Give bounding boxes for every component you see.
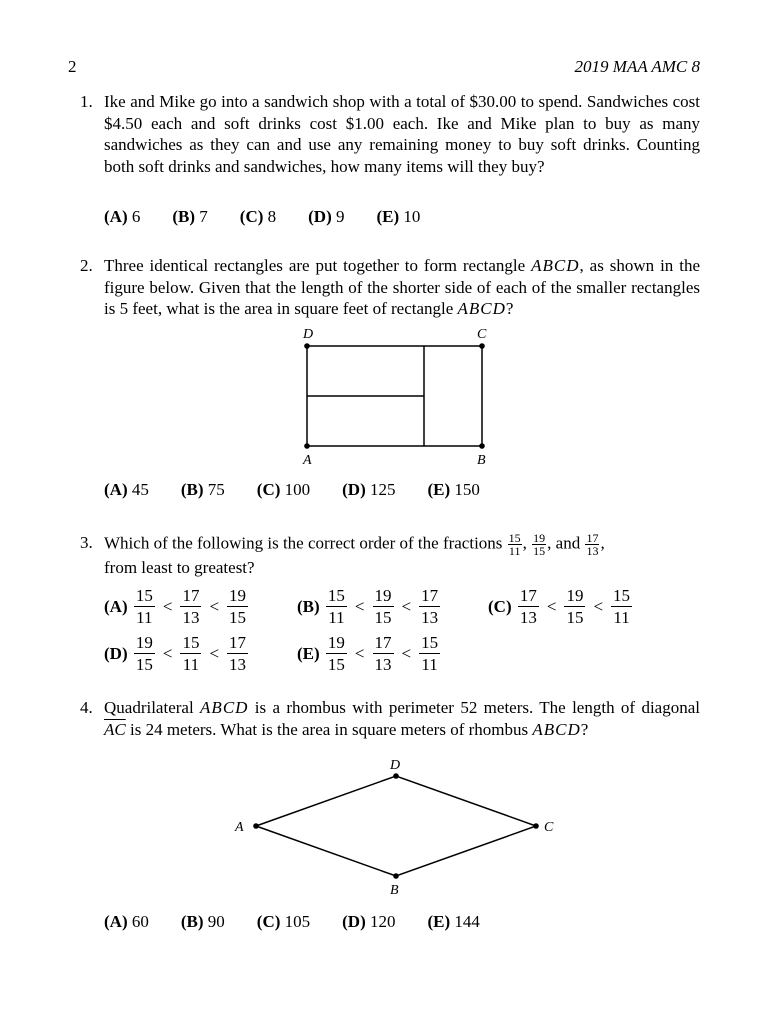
point-c	[479, 343, 485, 349]
choice-b: (B) 75	[180, 480, 225, 499]
label-d: D	[303, 327, 314, 342]
point-c	[533, 823, 539, 829]
question-number: 4.	[80, 698, 93, 717]
label-c: C	[477, 327, 487, 342]
page-title: 2019 MAA AMC 8	[574, 57, 700, 76]
fraction: $\frac{19}{15}$	[533, 531, 546, 558]
choice-c: (C) 100	[256, 480, 311, 499]
label-d: D	[390, 758, 401, 773]
rhombus-figure	[225, 755, 575, 900]
point-d	[393, 773, 399, 779]
question-text: Ike and Mike go into a sandwich shop with a total of $30.00 to spend. Sandwiches cost $4.50 each and soft drinks cost $1.00 each. Ike and Mike plan to buy as many sandwiches as they can and use any remaining money to buy soft drinks. Counting both soft drinks and sandwiches, how many items will they buy?	[104, 92, 700, 176]
question-text: Quadrilateral ABCD is a rhombus with perimeter 52 meters. The length of diagonal $\overline{AC}$ is 24 meters. What is the area in square meters of rhombus ABCD?	[104, 698, 700, 739]
page-number: 2	[68, 57, 77, 76]
rectangles-figure	[290, 322, 500, 470]
answer-choices-4	[104, 912, 512, 932]
question-number: 3.	[80, 533, 93, 552]
choice-a: (A) 60	[104, 912, 149, 931]
choice-e: (E) 144	[427, 912, 480, 931]
answer-choices-1	[104, 207, 452, 227]
question-text: Three identical rectangles are put together to form rectangle ABCD, as shown in the figure below. Given that the length of the shorter side of each of the smaller rectangles is 5 feet, what is the area in square feet of rectangle ABCD?	[104, 256, 700, 318]
question-1	[80, 91, 700, 177]
choice-e: (E) $\frac{19}{15}$ < $\frac{17}{13}$ < $\frac{15}{11}$	[297, 633, 439, 674]
point-b	[479, 443, 485, 449]
label-b: B	[477, 453, 486, 468]
choice-c: (C) $\frac{17}{13}$ < $\frac{19}{15}$ < $\frac{15}{11}$	[488, 586, 631, 627]
choice-e: (E) 10	[376, 207, 421, 226]
choice-b: (B) 7	[172, 207, 208, 226]
label-b: B	[390, 883, 399, 898]
choice-c: (C) 105	[256, 912, 311, 931]
choice-b: (B) $\frac{15}{11}$ < $\frac{19}{15}$ < $\frac{17}{13}$	[297, 586, 439, 627]
choice-d: (D) 9	[308, 207, 345, 226]
choice-c: (C) 8	[239, 207, 277, 226]
question-3	[80, 532, 700, 579]
rhombus-abcd	[256, 776, 536, 876]
label-a: A	[235, 820, 244, 835]
label-a: A	[303, 453, 312, 468]
point-a	[253, 823, 259, 829]
choice-e: (E) 150	[427, 480, 480, 499]
choice-d: (D) 120	[342, 912, 396, 931]
question-text: Which of the following is the correct order of the fractions $\frac{15}{11}$ , $\frac{19}{15}$ , and $\frac{17}{13}$ , from least to greatest?	[104, 531, 605, 577]
label-c: C	[544, 820, 554, 835]
question-2	[80, 255, 700, 320]
choice-d: (D) $\frac{19}{15}$ < $\frac{15}{11}$ < $\frac{17}{13}$	[104, 633, 247, 674]
question-4	[80, 697, 700, 740]
answer-choices-2	[104, 480, 512, 500]
fraction: $\frac{15}{11}$	[508, 531, 521, 558]
choice-a: (A) $\frac{15}{11}$ < $\frac{17}{13}$ < $\frac{19}{15}$	[104, 586, 247, 627]
question-number: 2.	[80, 256, 93, 275]
fraction: $\frac{17}{13}$	[586, 531, 599, 558]
point-b	[393, 873, 399, 879]
choice-a: (A) 45	[104, 480, 149, 499]
choice-b: (B) 90	[180, 912, 225, 931]
question-number: 1.	[80, 92, 93, 111]
choice-a: (A) 6	[104, 207, 141, 226]
point-d	[304, 343, 310, 349]
choice-d: (D) 125	[342, 480, 396, 499]
point-a	[304, 443, 310, 449]
